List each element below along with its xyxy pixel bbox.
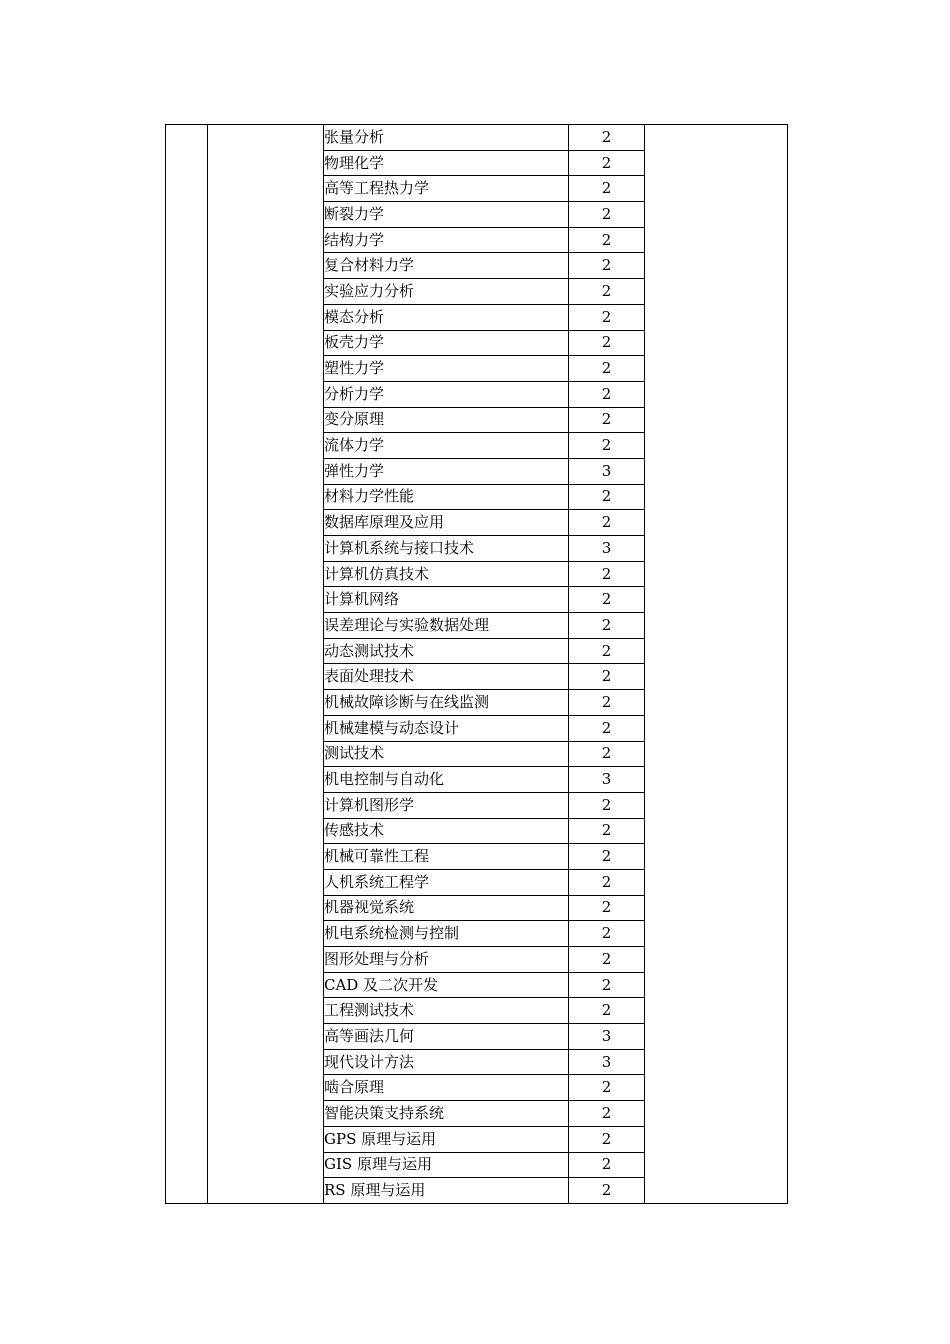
course-credit: 3	[569, 767, 645, 793]
course-name: 智能决策支持系统	[324, 1101, 569, 1127]
course-name: 模态分析	[324, 304, 569, 330]
course-name: 表面处理技术	[324, 664, 569, 690]
course-credit: 2	[569, 869, 645, 895]
course-credit: 2	[569, 947, 645, 973]
course-credit: 2	[569, 407, 645, 433]
course-credit: 2	[569, 587, 645, 613]
course-name: 结构力学	[324, 227, 569, 253]
course-name: 测试技术	[324, 741, 569, 767]
course-credit: 2	[569, 690, 645, 716]
course-name: 机电控制与自动化	[324, 767, 569, 793]
course-name: 弹性力学	[324, 458, 569, 484]
course-name: GIS 原理与运用	[324, 1152, 569, 1178]
course-credit: 2	[569, 1075, 645, 1101]
course-name: 啮合原理	[324, 1075, 569, 1101]
course-name: 计算机仿真技术	[324, 561, 569, 587]
course-credit: 3	[569, 1049, 645, 1075]
course-credit: 2	[569, 1152, 645, 1178]
table-row	[166, 125, 788, 151]
course-credit: 2	[569, 844, 645, 870]
course-name: 流体力学	[324, 433, 569, 459]
course-credit: 2	[569, 510, 645, 536]
course-table-body	[166, 125, 788, 1204]
course-credit: 2	[569, 356, 645, 382]
course-name: 复合材料力学	[324, 253, 569, 279]
course-credit: 2	[569, 279, 645, 305]
course-name: 机械故障诊断与在线监测	[324, 690, 569, 716]
course-credit: 2	[569, 484, 645, 510]
course-credit: 2	[569, 202, 645, 228]
course-name: 图形处理与分析	[324, 947, 569, 973]
course-name: 材料力学性能	[324, 484, 569, 510]
course-credit: 3	[569, 1024, 645, 1050]
course-credit: 2	[569, 176, 645, 202]
course-credit: 2	[569, 818, 645, 844]
course-name: 变分原理	[324, 407, 569, 433]
course-name: 计算机图形学	[324, 792, 569, 818]
course-name: RS 原理与运用	[324, 1178, 569, 1204]
course-credit: 2	[569, 664, 645, 690]
course-credit: 2	[569, 330, 645, 356]
course-name: 高等工程热力学	[324, 176, 569, 202]
course-credit: 2	[569, 613, 645, 639]
course-credit: 2	[569, 1126, 645, 1152]
course-name: CAD 及二次开发	[324, 972, 569, 998]
course-credit: 2	[569, 638, 645, 664]
course-credit: 2	[569, 1101, 645, 1127]
course-name: 动态测试技术	[324, 638, 569, 664]
course-credit: 3	[569, 536, 645, 562]
course-table	[165, 124, 788, 1204]
course-name: 误差理论与实验数据处理	[324, 613, 569, 639]
course-credit: 2	[569, 895, 645, 921]
course-credit: 2	[569, 253, 645, 279]
course-credit: 2	[569, 561, 645, 587]
category-cell	[166, 125, 208, 1204]
group-cell	[208, 125, 324, 1204]
course-credit: 2	[569, 227, 645, 253]
course-credit: 2	[569, 921, 645, 947]
course-credit: 2	[569, 792, 645, 818]
course-credit: 2	[569, 150, 645, 176]
remarks-cell	[645, 125, 788, 1204]
course-credit: 2	[569, 1178, 645, 1204]
course-name: 计算机网络	[324, 587, 569, 613]
course-name: 机器视觉系统	[324, 895, 569, 921]
course-name: 板壳力学	[324, 330, 569, 356]
course-credit: 2	[569, 998, 645, 1024]
course-name: 现代设计方法	[324, 1049, 569, 1075]
course-name: 实验应力分析	[324, 279, 569, 305]
course-name: 高等画法几何	[324, 1024, 569, 1050]
course-name: 机械可靠性工程	[324, 844, 569, 870]
course-name: 数据库原理及应用	[324, 510, 569, 536]
course-name: 物理化学	[324, 150, 569, 176]
course-credit: 2	[569, 741, 645, 767]
course-name: 传感技术	[324, 818, 569, 844]
course-name: 机械建模与动态设计	[324, 715, 569, 741]
course-credit: 2	[569, 125, 645, 151]
course-credit: 2	[569, 433, 645, 459]
course-name: 人机系统工程学	[324, 869, 569, 895]
course-credit: 2	[569, 715, 645, 741]
course-credit: 2	[569, 304, 645, 330]
course-name: 工程测试技术	[324, 998, 569, 1024]
course-credit: 3	[569, 458, 645, 484]
course-name: 塑性力学	[324, 356, 569, 382]
course-credit: 2	[569, 381, 645, 407]
course-name: 断裂力学	[324, 202, 569, 228]
course-name: 张量分析	[324, 125, 569, 151]
course-name: GPS 原理与运用	[324, 1126, 569, 1152]
course-name: 计算机系统与接口技术	[324, 536, 569, 562]
course-credit: 2	[569, 972, 645, 998]
course-name: 机电系统检测与控制	[324, 921, 569, 947]
course-name: 分析力学	[324, 381, 569, 407]
